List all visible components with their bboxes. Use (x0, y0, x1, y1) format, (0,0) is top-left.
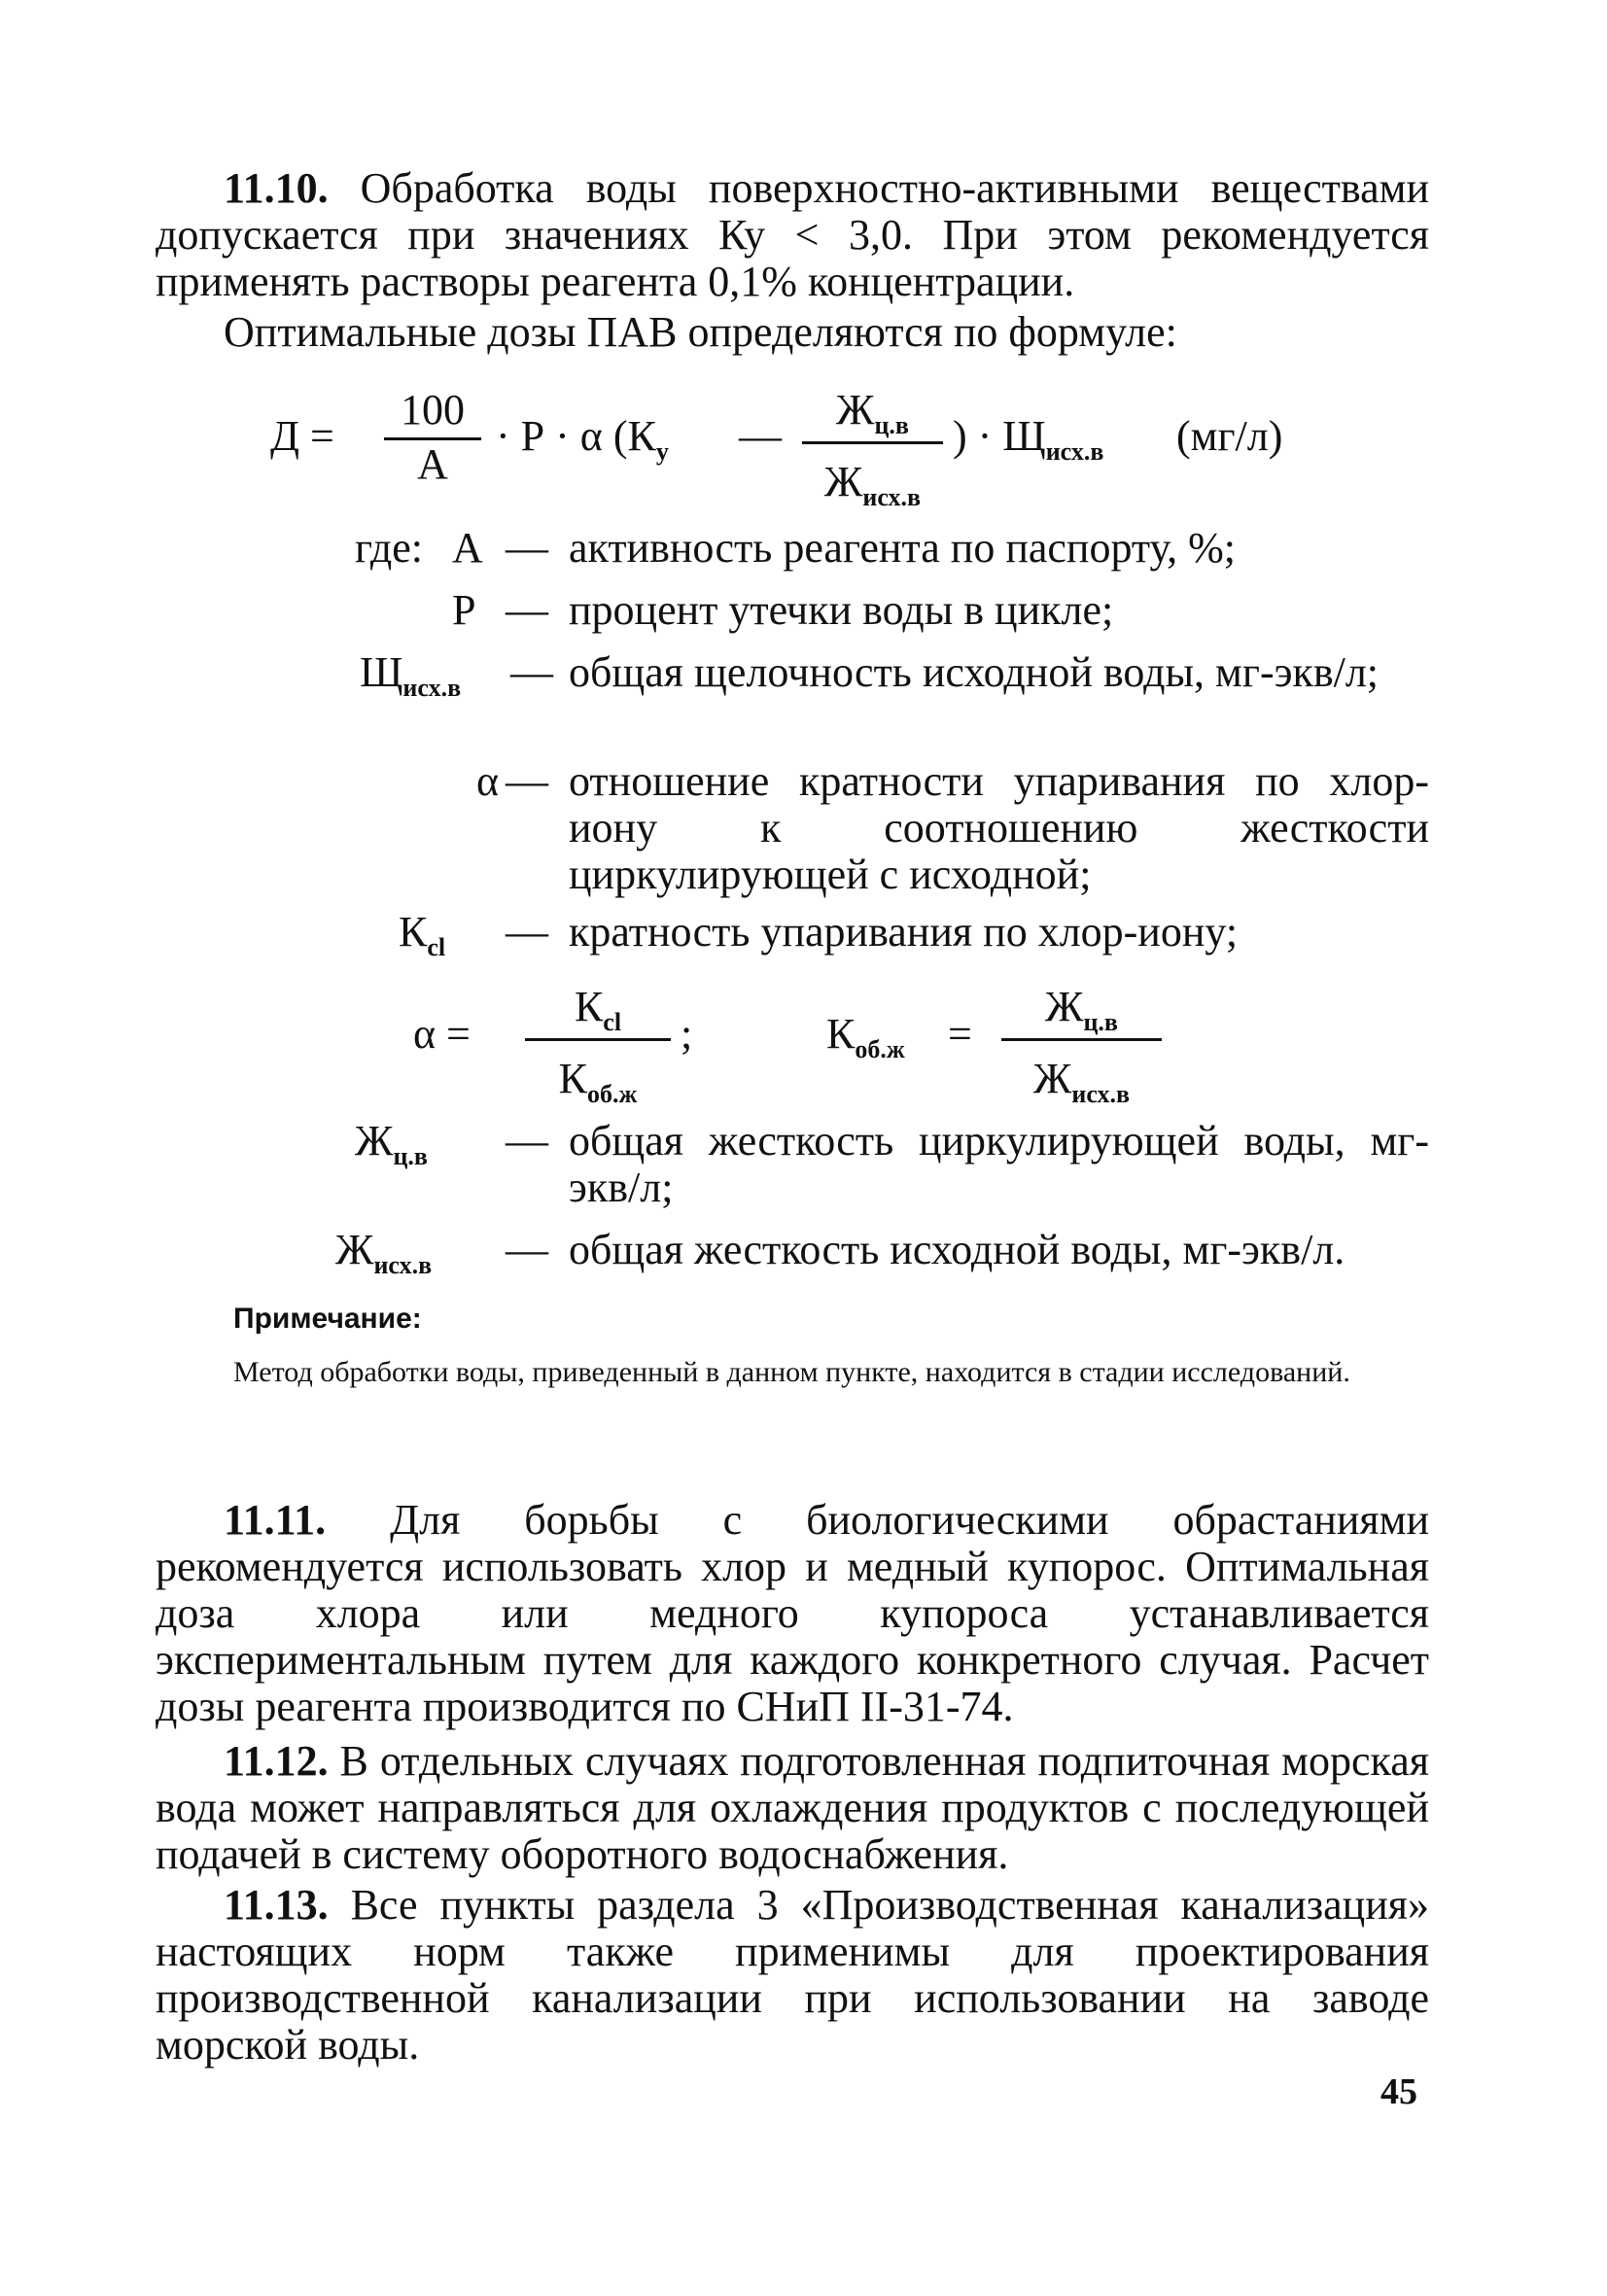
where-label: где: (355, 524, 423, 572)
def-symbol-alpha: α (476, 757, 500, 805)
def-dash: — (506, 1117, 548, 1165)
def-text-alkalinity: общая щелочность исходной воды, мг-экв/л; (569, 648, 1380, 696)
paragraph-11-12 (156, 1738, 1429, 1878)
page-number: 45 (1380, 2071, 1417, 2112)
paragraph-text: Для борьбы с биологическими обрастаниями рекомендуется использовать хлор и медный купорос. Оптимальная доза хлора или медного купороса устанавливается экспериментальным путем для каждого конкретного случая. Расчет дозы реагента производится по СНиП II-31-74. (156, 1496, 1430, 1730)
alpha-lhs: α = (413, 1010, 471, 1058)
def-dash: — (506, 586, 548, 634)
def-text-alpha: отношение кратности упаривания по хлор-иону к соотношению жесткости циркулирующей с исходной; (569, 757, 1429, 898)
formula-minus: — (739, 412, 782, 460)
def-dash: — (506, 908, 548, 956)
formula-tail: ) · $Щ_{исх.в}$ (953, 412, 1104, 466)
paragraph-text: Обработка воды поверхностно-активными веществами допускается при значениях Ку < 3,0. При этом рекомендуется применять растворы реагента 0,1% концентрации. (156, 164, 1429, 305)
section-number: 11.11. (224, 1496, 327, 1544)
fraction-k (1001, 984, 1162, 1118)
section-number: 11.13. (224, 1881, 329, 1929)
fraction-100-over-a (384, 387, 481, 488)
def-text-p: процент утечки воды в цикле; (569, 586, 1114, 634)
fraction-alpha (525, 984, 671, 1118)
def-dash: — (506, 757, 548, 805)
formula-unit: (мг/л) (1176, 412, 1283, 460)
fraction-numerator: $Ж_{ц.в}$ (1045, 983, 1118, 1036)
def-dash: — (506, 1226, 548, 1273)
paragraph-text: Все пункты раздела 3 «Производственная канализация» настоящих норм также применимы для проектирования производственной канализации при использовании на заводе морской воды. (156, 1881, 1429, 2069)
fraction-bar (1001, 1038, 1162, 1041)
fraction-bar (802, 441, 943, 444)
def-dash: — (506, 524, 548, 572)
def-symbol-a: А (452, 524, 483, 572)
fraction-numerator: 100 (401, 386, 465, 434)
paragraph-11-13 (156, 1882, 1429, 2069)
def-text-zc: общая жесткость циркулирующей воды, мг-экв/л; (569, 1117, 1429, 1211)
note-title: Примечание: (233, 1303, 422, 1335)
k-equals: = (948, 1010, 972, 1058)
def-symbol-zi: $Ж_{исх.в}$ (335, 1226, 433, 1279)
fraction-bar (384, 437, 481, 440)
note-text: Метод обработки воды, приведенный в данном пункте, находится в стадии исследований. (233, 1356, 1350, 1388)
fraction-denominator: $К_{об.ж}$ (558, 1055, 638, 1108)
def-text-kcl: кратность упаривания по хлор-иону; (569, 908, 1239, 956)
fraction-denominator: $Ж_{исх.в}$ (823, 458, 922, 511)
section-number: 11.12. (224, 1737, 329, 1785)
fraction-denominator: А (417, 440, 448, 488)
def-dash: — (510, 648, 553, 696)
def-symbol-p: Р (452, 586, 476, 634)
paragraph-11-10 (156, 165, 1429, 305)
section-number: 11.10. (224, 164, 329, 212)
def-symbol-kcl: $К_{cl}$ (399, 908, 446, 961)
formula-semicolon: ; (681, 1010, 693, 1058)
fraction-denominator: $Ж_{исх.в}$ (1032, 1055, 1131, 1108)
fraction-bar (525, 1038, 671, 1041)
fraction-hardness (802, 387, 943, 521)
k-lhs: $К_{об.ж}$ (826, 1010, 905, 1063)
formula-lhs: Д = (270, 412, 334, 460)
def-text-a: активность реагента по паспорту, %; (569, 524, 1237, 572)
def-symbol-alkalinity: $Щ_{исх.в}$ (360, 648, 462, 702)
paragraph-text: В отдельных случаях подготовленная подпиточная морская вода может направляться для охлаждения продуктов с последующей подачей в систему оборотного водоснабжения. (156, 1737, 1430, 1878)
fraction-numerator: $К_{cl}$ (574, 983, 622, 1036)
paragraph-11-11 (156, 1497, 1429, 1730)
def-text-zi: общая жесткость исходной воды, мг-экв/л. (569, 1226, 1345, 1273)
fraction-numerator: $Ж_{ц.в}$ (836, 386, 909, 439)
formula-middle: · Р · α ($К_у$ (496, 412, 669, 466)
formula-intro: Оптимальные дозы ПАВ определяются по формуле: (224, 308, 1177, 356)
def-symbol-zc: $Ж_{ц.в}$ (355, 1117, 428, 1170)
